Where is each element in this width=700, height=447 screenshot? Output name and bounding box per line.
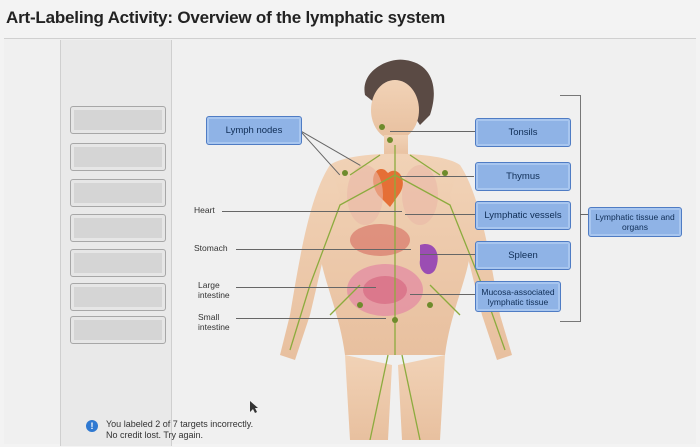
small-intestine-label-2: intestine bbox=[198, 322, 230, 332]
leader-line bbox=[390, 131, 475, 132]
feedback-line-2: No credit lost. Try again. bbox=[106, 430, 204, 440]
label-lymphatic-vessels[interactable]: Lymphatic vessels bbox=[475, 201, 571, 230]
small-intestine-label-1: Small bbox=[198, 312, 220, 322]
leader-line bbox=[580, 214, 588, 215]
label-bank-slot[interactable] bbox=[70, 143, 166, 171]
feedback-line-1: You labeled 2 of 7 targets incorrectly. bbox=[106, 419, 254, 429]
info-icon: ! bbox=[86, 420, 98, 432]
label-tonsils[interactable]: Tonsils bbox=[475, 118, 571, 147]
leader-line bbox=[420, 254, 475, 255]
heart-label: Heart bbox=[194, 205, 215, 215]
large-intestine-label-1: Large bbox=[198, 280, 220, 290]
label-bank-slot[interactable] bbox=[70, 316, 166, 344]
leader-line bbox=[222, 211, 402, 212]
label-bank-slot[interactable] bbox=[70, 106, 166, 134]
label-bank-slot[interactable] bbox=[70, 249, 166, 277]
leader-line bbox=[405, 214, 475, 215]
mouse-cursor-icon bbox=[249, 400, 259, 414]
label-bank-slot[interactable] bbox=[70, 283, 166, 311]
stomach-label: Stomach bbox=[194, 243, 228, 253]
label-bank-slot[interactable] bbox=[70, 214, 166, 242]
label-malt[interactable]: Mucosa-associated lymphatic tissue bbox=[475, 281, 561, 312]
label-lymphatic-tissue-organs[interactable]: Lymphatic tissue and organs bbox=[588, 207, 682, 237]
feedback-message bbox=[90, 419, 253, 441]
leader-line bbox=[400, 176, 474, 177]
label-lymph-nodes[interactable]: Lymph nodes bbox=[206, 116, 302, 145]
leader-line bbox=[236, 287, 376, 288]
leader-line bbox=[236, 318, 386, 319]
label-spleen[interactable]: Spleen bbox=[475, 241, 571, 270]
leader-line bbox=[236, 249, 411, 250]
leader-line bbox=[410, 294, 475, 295]
large-intestine-label-2: intestine bbox=[198, 290, 230, 300]
label-bank-slot[interactable] bbox=[70, 179, 166, 207]
label-bank bbox=[60, 40, 172, 446]
label-thymus[interactable]: Thymus bbox=[475, 162, 571, 191]
page-title: Art-Labeling Activity: Overview of the lymphatic system bbox=[6, 8, 445, 27]
